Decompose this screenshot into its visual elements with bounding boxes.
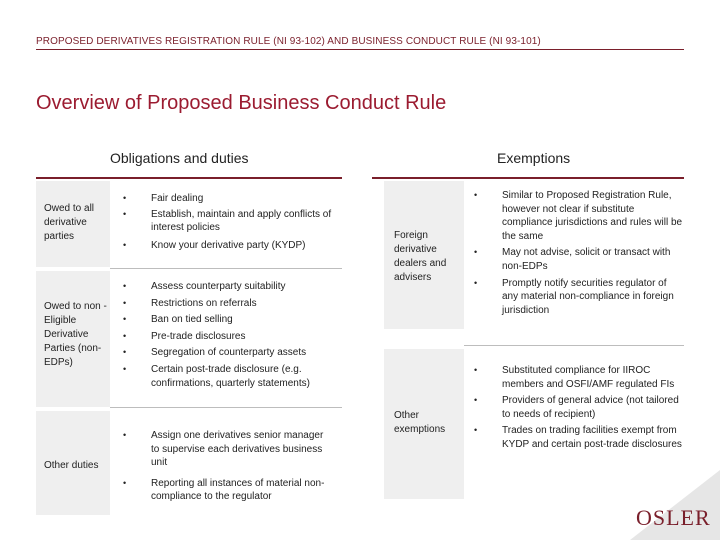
list-item: • Trades on trading facilities exempt from KYDP and certain post-trade disclosures bbox=[474, 424, 684, 451]
osler-logo: OSLER bbox=[636, 505, 711, 530]
group-label-non-edps: Owed to non -Eligible Derivative Parties (non-EDPs) bbox=[44, 301, 107, 368]
list-item: • Promptly notify securities regulator of any material non-compliance in foreign jurisdiction bbox=[474, 277, 684, 318]
list-foreign-dealers bbox=[474, 189, 684, 320]
list-item: • Pre-trade disclosures bbox=[123, 330, 338, 344]
exemptions-heading: Exemptions bbox=[497, 150, 571, 166]
list-non-edps bbox=[123, 280, 338, 393]
list-item: • May not advise, solicit or transact with non-EDPs bbox=[474, 246, 684, 273]
group-label-foreign-dealers: Foreign derivative dealers and advisers bbox=[394, 230, 447, 283]
list-item: • Know your derivative party (KYDP) bbox=[123, 239, 338, 253]
group-label-other-duties: Other duties bbox=[44, 460, 99, 471]
exemptions-rule bbox=[372, 177, 684, 179]
page-title: Overview of Proposed Business Conduct Rule bbox=[36, 92, 447, 114]
list-other-exemptions bbox=[474, 364, 684, 455]
separator bbox=[110, 407, 342, 408]
top-title: PROPOSED DERIVATIVES REGISTRATION RULE (NI 93-102) AND BUSINESS CONDUCT RULE (NI 93-101) bbox=[36, 36, 541, 47]
list-item: • Fair dealing bbox=[123, 192, 338, 206]
list-item: • Similar to Proposed Registration Rule, however not clear if substitute compliance jurisdictions and rules will be the same bbox=[474, 189, 684, 243]
obligations-rule bbox=[36, 177, 342, 179]
group-label-other-exemptions: Other exemptions bbox=[394, 410, 446, 435]
list-item: • Establish, maintain and apply conflicts of interest policies bbox=[123, 208, 338, 235]
separator bbox=[110, 268, 342, 269]
list-item: • Assign one derivatives senior manager to supervise each derivatives business unit bbox=[123, 429, 333, 470]
group-label-all-parties: Owed to all derivative parties bbox=[44, 203, 95, 242]
list-item: • Reporting all instances of material non-compliance to the regulator bbox=[123, 477, 333, 504]
list-item: • Providers of general advice (not tailored to needs of recipient) bbox=[474, 394, 684, 421]
list-item: • Substituted compliance for IIROC members and OSFI/AMF regulated FIs bbox=[474, 364, 684, 391]
list-other-duties bbox=[123, 429, 333, 511]
list-item: • Restrictions on referrals bbox=[123, 297, 338, 311]
obligations-heading: Obligations and duties bbox=[110, 150, 249, 166]
list-item: • Segregation of counterparty assets bbox=[123, 346, 338, 360]
separator bbox=[464, 345, 684, 346]
list-item: • Ban on tied selling bbox=[123, 313, 338, 327]
list-item: • Assess counterparty suitability bbox=[123, 280, 338, 294]
list-all-parties bbox=[123, 192, 338, 252]
list-item: • Certain post-trade disclosure (e.g. confirmations, quarterly statements) bbox=[123, 363, 338, 390]
top-rule bbox=[36, 49, 684, 50]
